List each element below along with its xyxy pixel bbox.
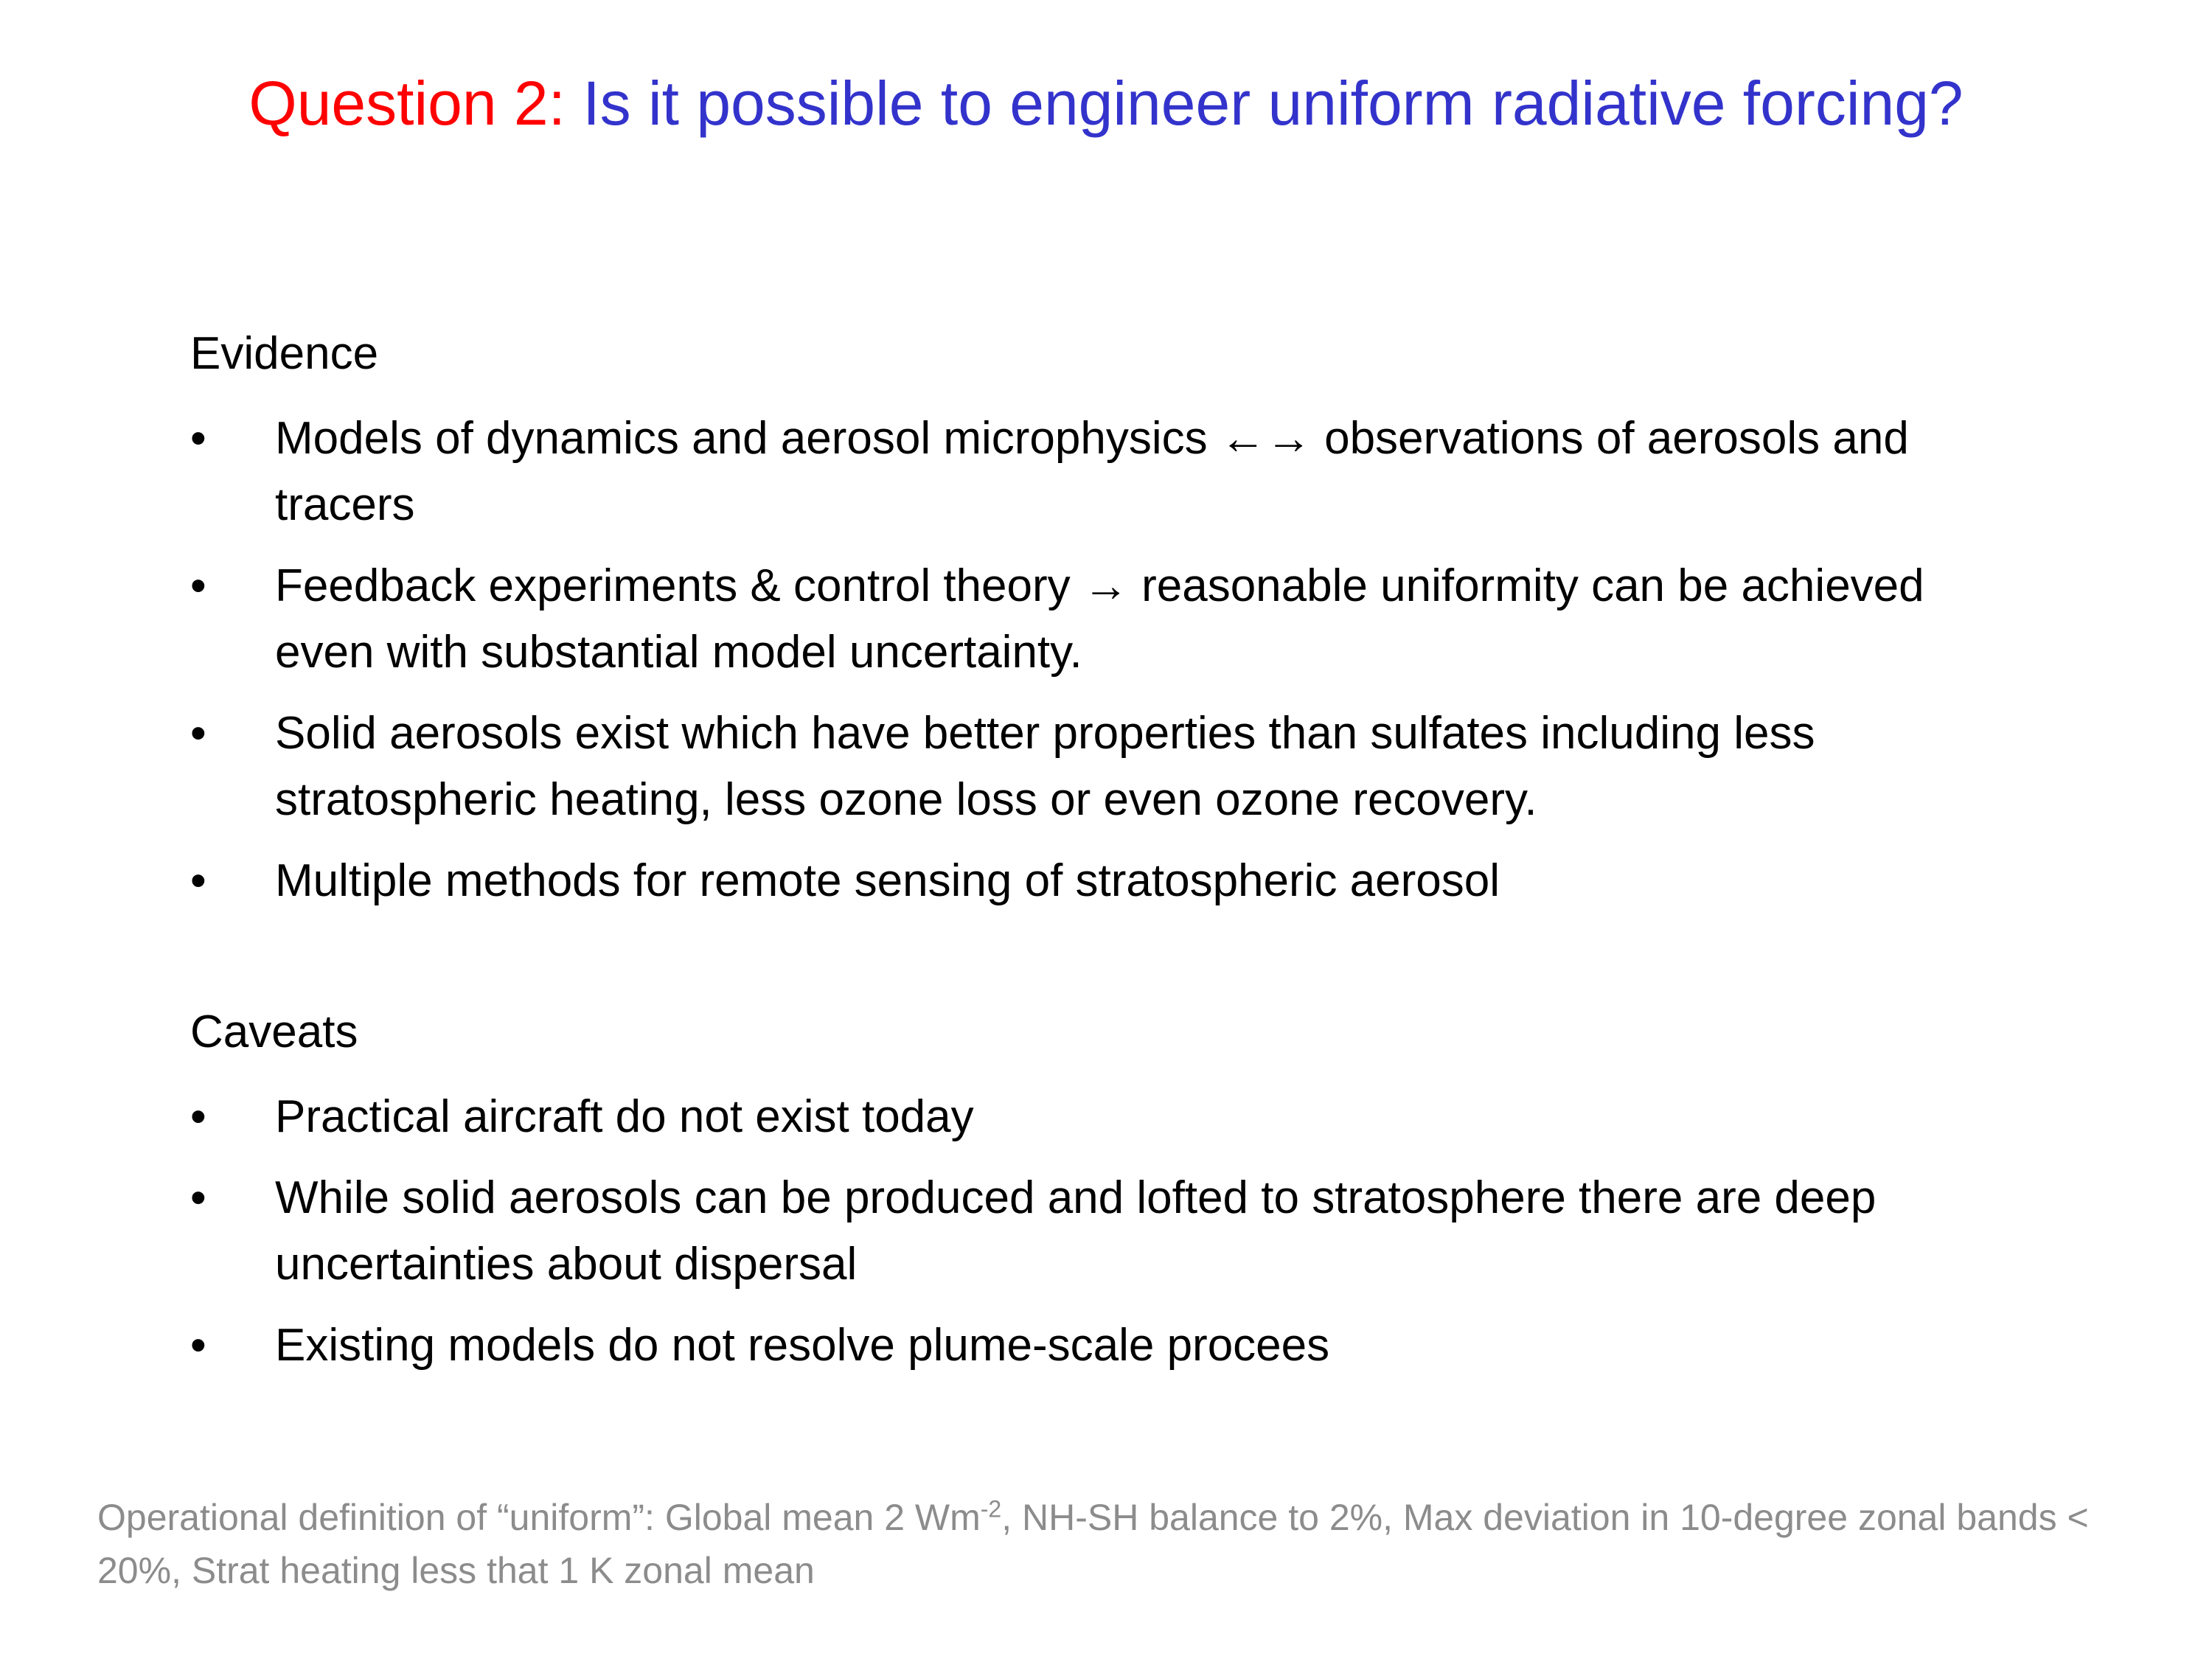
question-separator: :	[548, 69, 583, 138]
caveats-list	[190, 1084, 2034, 1394]
bullet-icon: •	[190, 855, 206, 906]
question-label: Question 2	[248, 69, 549, 138]
caveat-item-text: Practical aircraft do not exist today	[275, 1091, 974, 1142]
caveats-heading: Caveats	[190, 1006, 358, 1057]
question-text: Is it possible to engineer uniform radiative forcing?	[582, 69, 1964, 138]
footnote-text-start: Operational definition of “uniform”: Global mean 2 Wm	[97, 1497, 981, 1538]
footnote	[97, 1491, 2132, 1597]
evidence-item-text: Models of dynamics and aerosol microphysics ←→ observations of aerosols and tracers	[275, 413, 1909, 530]
list-item	[190, 1084, 2034, 1150]
bullet-icon: •	[190, 1172, 206, 1223]
slide-title	[0, 59, 2212, 147]
caveat-item-text: Existing models do not resolve plume-scale procees	[275, 1320, 1330, 1371]
evidence-list	[190, 406, 2034, 929]
footnote-superscript: -2	[980, 1495, 1002, 1523]
list-item	[190, 848, 2034, 914]
bullet-icon: •	[190, 708, 206, 759]
footnote-text-end: , NH-SH balance to 2%, Max deviation in 10-degree zonal bands < 20%, Strat heating less that 1 K zonal mean	[97, 1497, 2089, 1591]
list-item	[190, 1312, 2034, 1379]
list-item	[190, 553, 2034, 686]
evidence-item-text: Feedback experiments & control theory → reasonable uniformity can be achieved even with substantial model uncertainty.	[275, 560, 1924, 678]
evidence-item-text: Solid aerosols exist which have better properties than sulfates including less stratospheric heating, less ozone loss or even ozone recovery.	[275, 708, 1815, 825]
evidence-item-text: Multiple methods for remote sensing of stratospheric aerosol	[275, 855, 1500, 906]
bullet-icon: •	[190, 560, 206, 611]
list-item	[190, 1165, 2034, 1298]
bullet-icon: •	[190, 1091, 206, 1142]
evidence-heading: Evidence	[190, 328, 379, 379]
bullet-icon: •	[190, 413, 206, 464]
caveat-item-text: While solid aerosols can be produced and lofted to stratosphere there are deep uncertainties about dispersal	[275, 1172, 1877, 1290]
list-item	[190, 700, 2034, 833]
bullet-icon: •	[190, 1320, 206, 1371]
list-item	[190, 406, 2034, 538]
